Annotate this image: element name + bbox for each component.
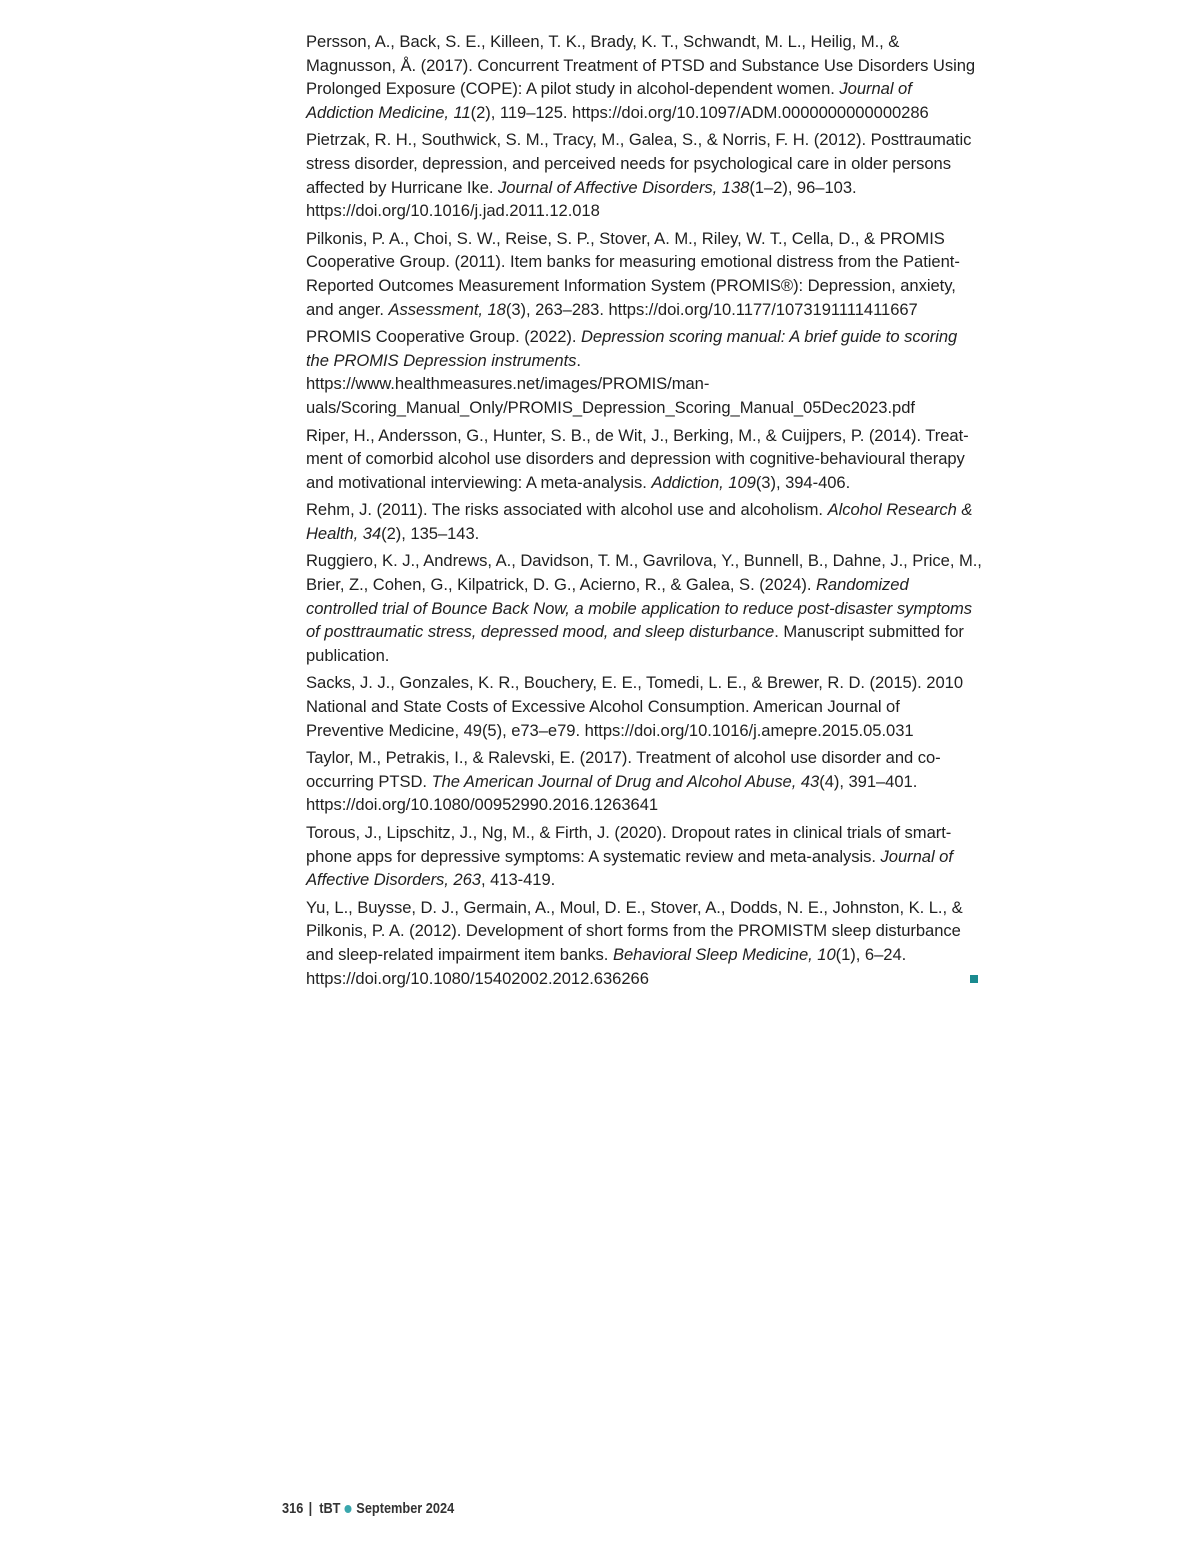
reference-details: (3), 263–283. https://doi.org/10.1177/1073191111411667 — [505, 299, 918, 319]
reference-authors: Persson, A., Back, S. E., Killeen, T. K., Brady, K. T., Schwandt, M. L., Heilig, M., & Magnusson, Å. (2017). Concurrent Treatment of PTSD and Substance Use Disorders Using Prolonged Exposure (COPE): A pilot study in alcohol-dependent women. — [306, 32, 976, 99]
reference-entry — [306, 128, 982, 222]
reference-entry — [306, 498, 982, 545]
reference-details: , 413-419. — [480, 870, 556, 890]
reference-authors: Rehm, J. (2011). The risks associated with alcohol use and alcoholism. — [306, 500, 828, 520]
reference-details: (1–2), 96–103. https://doi.org/10.1016/j.jad.2011.12.018 — [306, 177, 857, 221]
reference-entry — [306, 671, 982, 742]
reference-authors: Pietrzak, R. H., Southwick, S. M., Tracy, M., Galea, S., & Norris, F. H. (2012). Posttraumatic stress disorder, depression, and perceived needs for psychological care in older persons affected by Hurricane Ike. — [306, 130, 972, 197]
reference-authors: Pilkonis, P. A., Choi, S. W., Reise, S. P., Stover, A. M., Riley, W. T., Cella, D., & PROMIS Cooperative Group. (2011). Item banks for measuring emotional distress from the Patient-Reported Outcomes Measurement Information System (PROMIS®): Depression, anxiety, and anger. — [306, 228, 960, 319]
issue-date: September 2024 — [356, 1501, 455, 1517]
reference-details: (2), 119–125. https://doi.org/10.1097/ADM.0000000000000286 — [470, 102, 929, 122]
reference-details: (4), 391–401. https://doi.org/10.1080/00952990.2016.1263641 — [306, 771, 918, 815]
reference-entry — [306, 227, 982, 321]
reference-details: (2), 135–143. — [381, 523, 480, 543]
reference-entry — [306, 30, 982, 124]
reference-source: Randomized controlled trial of Bounce Back Now, a mobile application to reduce post-disaster symptoms of posttraumatic stress, depressed mood, and sleep disturbance — [306, 575, 973, 642]
reference-source: Assessment, 18 — [388, 299, 506, 319]
reference-source: Journal of Addiction Medicine, 11 — [306, 79, 912, 122]
reference-entry — [306, 896, 982, 990]
reference-entry — [306, 821, 982, 892]
reference-source: Alcohol Research & Health, 34 — [306, 500, 973, 543]
reference-source: Journal of Affective Disorders, 263 — [306, 846, 953, 890]
page-number: 316 — [282, 1501, 304, 1517]
end-of-article-mark-icon — [970, 975, 978, 983]
page-footer — [282, 1501, 454, 1517]
reference-entry — [306, 746, 982, 817]
reference-source: Addiction, 109 — [651, 472, 756, 492]
reference-details: (3), 394-406. — [755, 472, 851, 492]
bullet-dot-icon — [345, 1505, 352, 1513]
footer-separator: | — [308, 1501, 313, 1517]
reference-authors: Sacks, J. J., Gonzales, K. R., Bouchery, E. E., Tomedi, L. E., & Brewer, R. D. (2015). 2010 National and State Costs of Excessive Alcohol Consumption. American Journal of Preventive Medicine, 49(5), e73–e79. https://doi.org/10.1016/j.amepre.2015.05.031 — [306, 673, 964, 740]
reference-details: (1), 6–24. https://doi.org/10.1080/15402002.2012.636266 — [306, 944, 907, 988]
publication-name: tBT — [319, 1501, 341, 1517]
reference-list — [306, 30, 982, 994]
reference-entry — [306, 325, 982, 419]
reference-details: . Manuscript submitted for publication. — [306, 622, 964, 665]
reference-details: . https://www.healthmeasures.net/images/PROMIS/manuals/Scoring_Manual_Only/PROMIS_Depression_Scoring_Manual_05Dec2023.pdf — [306, 350, 915, 417]
reference-source: Depression scoring manual: A brief guide to scoring the PROMIS Depression instruments — [306, 327, 958, 370]
reference-source: Journal of Affective Disorders, 138 — [498, 177, 750, 197]
reference-entry — [306, 549, 982, 667]
reference-authors: Torous, J., Lipschitz, J., Ng, M., & Firth, J. (2020). Dropout rates in clinical trials of smartphone apps for depressive symptoms: A systematic review and meta-analysis. — [306, 823, 952, 866]
reference-authors: Riper, H., Andersson, G., Hunter, S. B., de Wit, J., Berking, M., & Cuijpers, P. (2014). Treatment of comorbid alcohol use disorders and depression with cognitive-behavioural therapy and motivational interviewing: A meta-analysis. — [306, 425, 969, 492]
reference-source: The American Journal of Drug and Alcohol Abuse, 43 — [431, 771, 820, 791]
reference-authors: Ruggiero, K. J., Andrews, A., Davidson, T. M., Gavrilova, Y., Bunnell, B., Dahne, J., Price, M., Brier, Z., Cohen, G., Kilpatrick, D. G., Acierno, R., & Galea, S. (2024). — [306, 551, 982, 595]
reference-authors: PROMIS Cooperative Group. (2022). — [306, 327, 581, 347]
reference-authors: Taylor, M., Petrakis, I., & Ralevski, E. (2017). Treatment of alcohol use disorder and co-occurring PTSD. — [306, 748, 941, 791]
reference-source: Behavioral Sleep Medicine, 10 — [612, 944, 836, 964]
reference-authors: Yu, L., Buysse, D. J., Germain, A., Moul, D. E., Stover, A., Dodds, N. E., Johnston, K. L., & Pilkonis, P. A. (2012). Development of short forms from the PROMISTM sleep disturbance and sleep-related impairment item banks. — [306, 897, 963, 964]
reference-entry — [306, 424, 982, 495]
